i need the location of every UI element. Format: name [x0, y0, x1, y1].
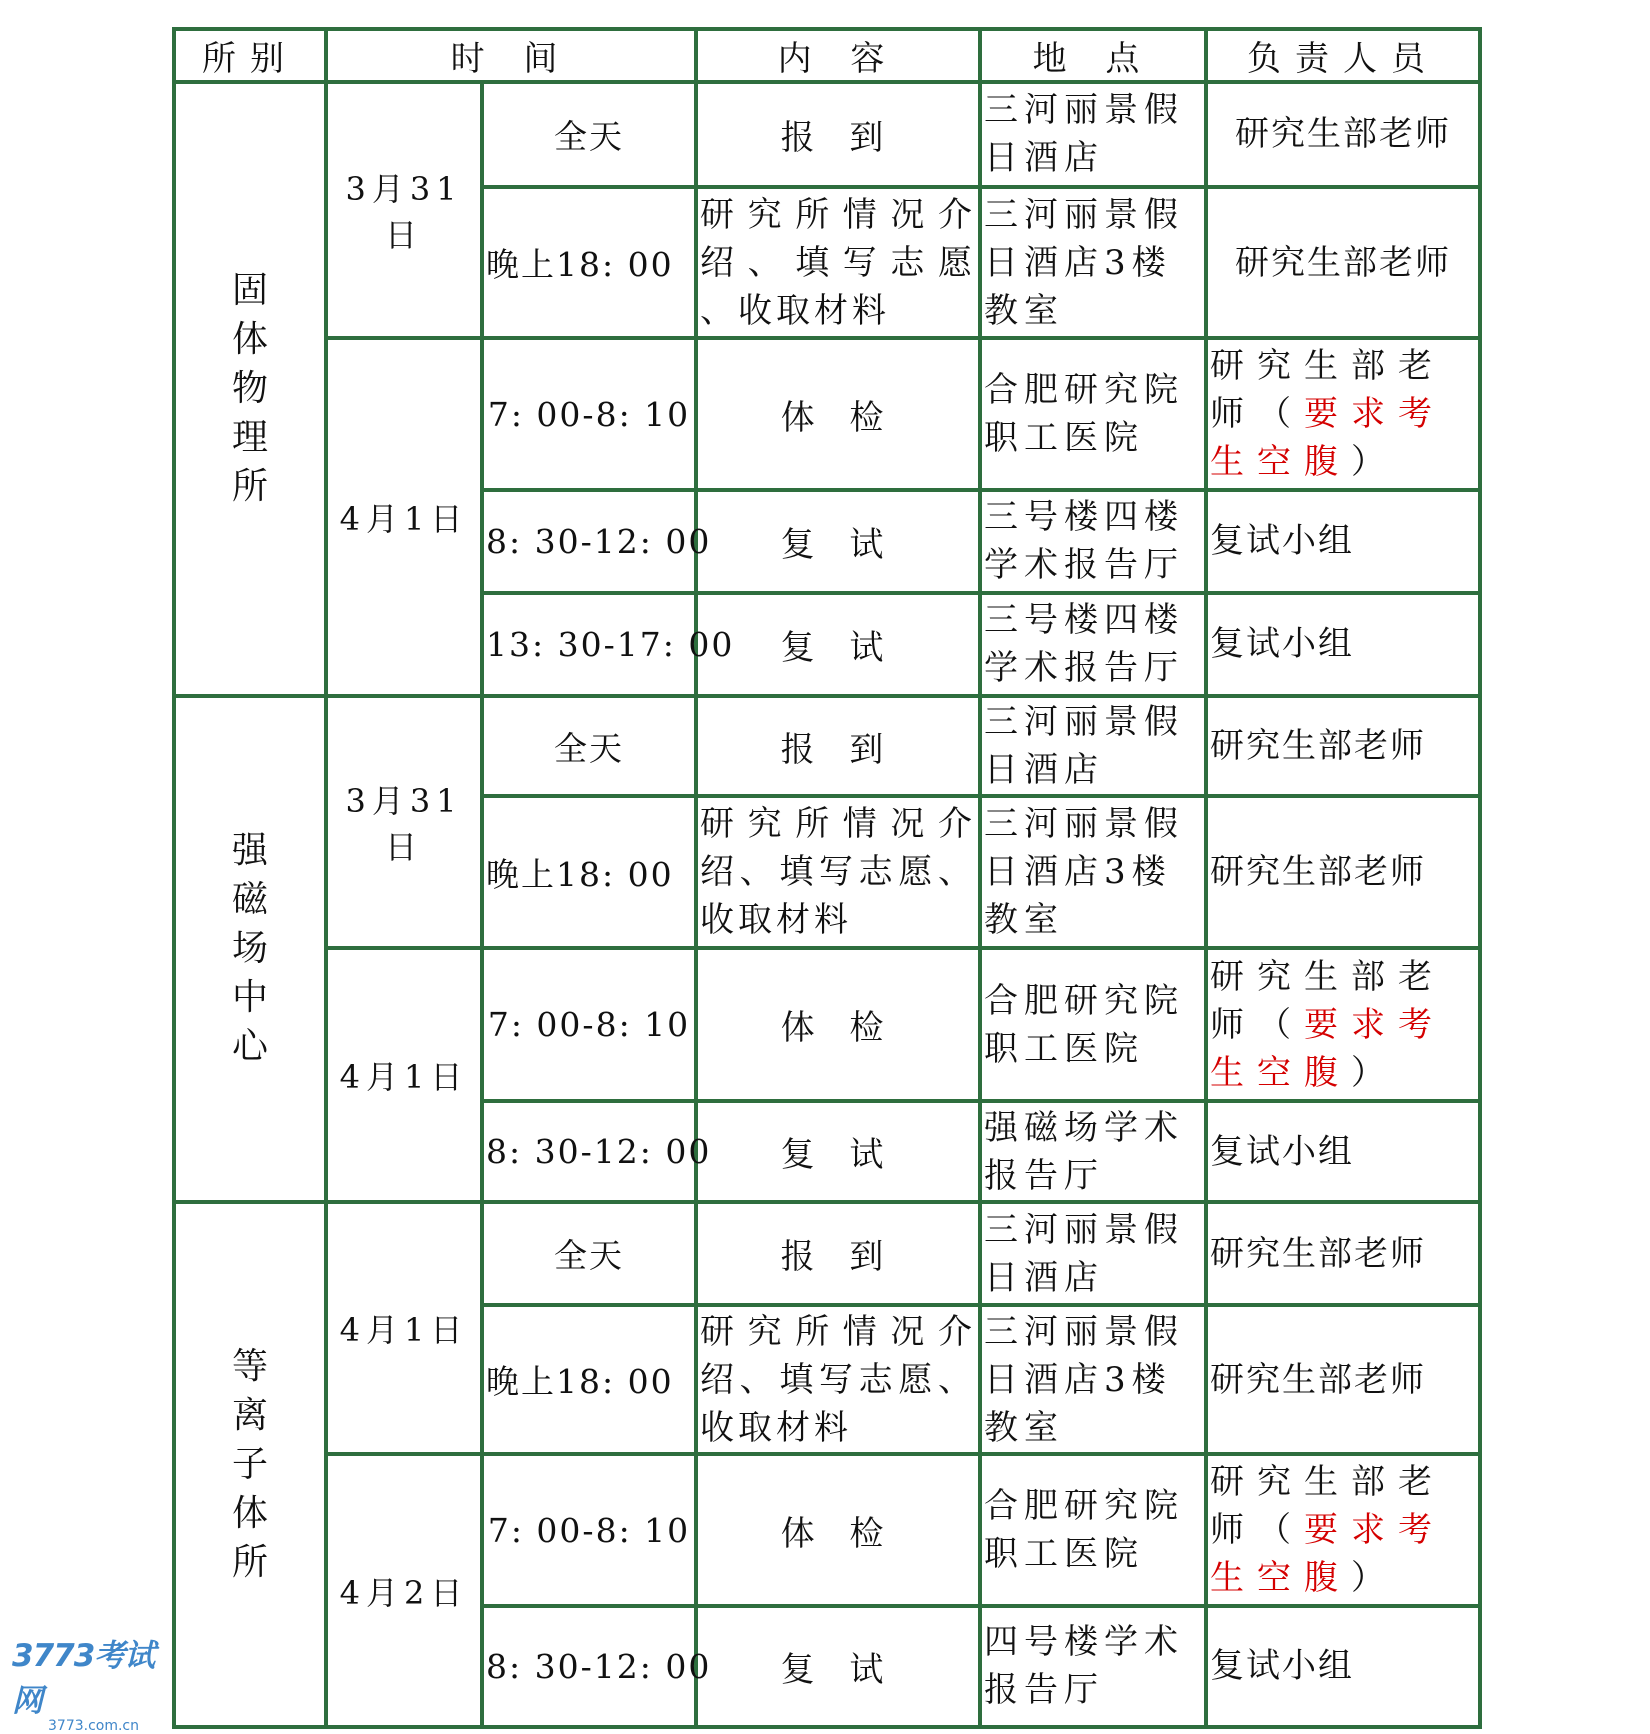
table-row: [174, 948, 1480, 1101]
responsible-note: 要求考生空腹: [1210, 1510, 1445, 1599]
time-cell: 7: 00-8: 10: [482, 1454, 696, 1605]
content-cell: 复 试: [696, 1606, 980, 1727]
location-cell: 三河丽景假日酒店3楼教室: [980, 1305, 1206, 1454]
date-cell: 3月31日: [326, 82, 482, 338]
responsible-cell: 复试小组: [1206, 490, 1480, 593]
time-cell: 全天: [482, 696, 696, 797]
header-content: 内 容: [696, 29, 980, 82]
content-cell: 体 检: [696, 338, 980, 489]
location-cell: 三号楼四楼学术报告厅: [980, 490, 1206, 593]
time-cell: 晚上18: 00: [482, 796, 696, 947]
institute-cell: 强磁场中心: [174, 696, 326, 1203]
location-cell: 合肥研究院职工医院: [980, 338, 1206, 489]
content-cell: 研究所情况介绍、填写志愿 、收取材料: [696, 187, 980, 338]
content-cell: 研究所情况介绍、填写志愿、收取材料: [696, 796, 980, 947]
table-row: [174, 338, 1480, 489]
location-cell: 合肥研究院职工医院: [980, 948, 1206, 1101]
content-cell: 复 试: [696, 490, 980, 593]
responsible-text: 研究生部老师（: [1210, 956, 1445, 1045]
responsible-cell: 研究生部老师: [1206, 82, 1480, 187]
time-cell: 7: 00-8: 10: [482, 948, 696, 1101]
date-cell: 4月1日: [326, 948, 482, 1202]
time-cell: 8: 30-12: 00: [482, 490, 696, 593]
responsible-text-end: ）: [1351, 1052, 1398, 1093]
date-cell: 4月1日: [326, 1202, 482, 1454]
table-row: [174, 696, 1480, 797]
location-cell: 三河丽景假日酒店3楼教室: [980, 796, 1206, 947]
content-cell: 体 检: [696, 1454, 980, 1605]
watermark-url: 3773.com.cn: [48, 1718, 139, 1734]
content-cell: 体 检: [696, 948, 980, 1101]
responsible-note: 要求考生空腹: [1210, 394, 1445, 483]
time-cell: 全天: [482, 1202, 696, 1305]
responsible-cell: 复试小组: [1206, 593, 1480, 696]
responsible-cell: 复试小组: [1206, 1606, 1480, 1727]
table-row: [174, 1202, 1480, 1305]
location-cell: 四号楼学术报告厅: [980, 1606, 1206, 1727]
responsible-cell: 研究生部老师: [1206, 1305, 1480, 1454]
responsible-cell: 研究生部老师: [1206, 696, 1480, 797]
content-cell: 报 到: [696, 1202, 980, 1305]
location-cell: 三河丽景假日酒店: [980, 1202, 1206, 1305]
responsible-cell: [1206, 338, 1480, 489]
header-institute: 所别: [174, 29, 326, 82]
responsible-cell: [1206, 948, 1480, 1101]
content-cell: 报 到: [696, 696, 980, 797]
location-cell: 三河丽景假日酒店: [980, 696, 1206, 797]
location-cell: 强磁场学术报告厅: [980, 1101, 1206, 1202]
content-cell: 报 到: [696, 82, 980, 187]
time-cell: 晚上18: 00: [482, 187, 696, 338]
time-cell: 8: 30-12: 00: [482, 1606, 696, 1727]
schedule-table: [172, 27, 1482, 1729]
location-cell: 三号楼四楼学术报告厅: [980, 593, 1206, 696]
watermark-logo: [12, 1630, 172, 1734]
institute-cell: 固体物理所: [174, 82, 326, 696]
time-cell: 13: 30-17: 00: [482, 593, 696, 696]
time-cell: 全天: [482, 82, 696, 187]
date-cell: 3月31日: [326, 696, 482, 948]
responsible-text-end: ）: [1351, 1558, 1398, 1599]
responsible-text: 研究生部老师（: [1210, 1462, 1445, 1551]
time-cell: 晚上18: 00: [482, 1305, 696, 1454]
content-cell: 复 试: [696, 593, 980, 696]
responsible-text: 研究生部老师（: [1210, 346, 1445, 435]
location-cell: 三河丽景假日酒店: [980, 82, 1206, 187]
watermark-logo-text: 3773考试网: [12, 1638, 155, 1719]
responsible-cell: 研究生部老师: [1206, 796, 1480, 947]
content-cell: 研究所情况介绍、填写志愿、收取材料: [696, 1305, 980, 1454]
responsible-cell: 研究生部老师: [1206, 1202, 1480, 1305]
responsible-cell: 复试小组: [1206, 1101, 1480, 1202]
responsible-cell: 研究生部老师: [1206, 187, 1480, 338]
responsible-cell: [1206, 1454, 1480, 1605]
table-row: [174, 82, 1480, 187]
location-cell: 合肥研究院职工医院: [980, 1454, 1206, 1605]
table-row: [174, 1454, 1480, 1605]
time-cell: 7: 00-8: 10: [482, 338, 696, 489]
institute-cell: 等离子体所: [174, 1202, 326, 1727]
responsible-note: 要求考生空腹: [1210, 1004, 1445, 1093]
header-responsible: 负责人员: [1206, 29, 1480, 82]
location-cell: 三河丽景假日酒店3楼教室: [980, 187, 1206, 338]
header-time: 时 间: [326, 29, 696, 82]
content-cell: 复 试: [696, 1101, 980, 1202]
responsible-text-end: ）: [1351, 442, 1398, 483]
time-cell: 8: 30-12: 00: [482, 1101, 696, 1202]
header-row: [174, 29, 1480, 82]
date-cell: 4月1日: [326, 338, 482, 695]
date-cell: 4月2日: [326, 1454, 482, 1727]
header-location: 地 点: [980, 29, 1206, 82]
